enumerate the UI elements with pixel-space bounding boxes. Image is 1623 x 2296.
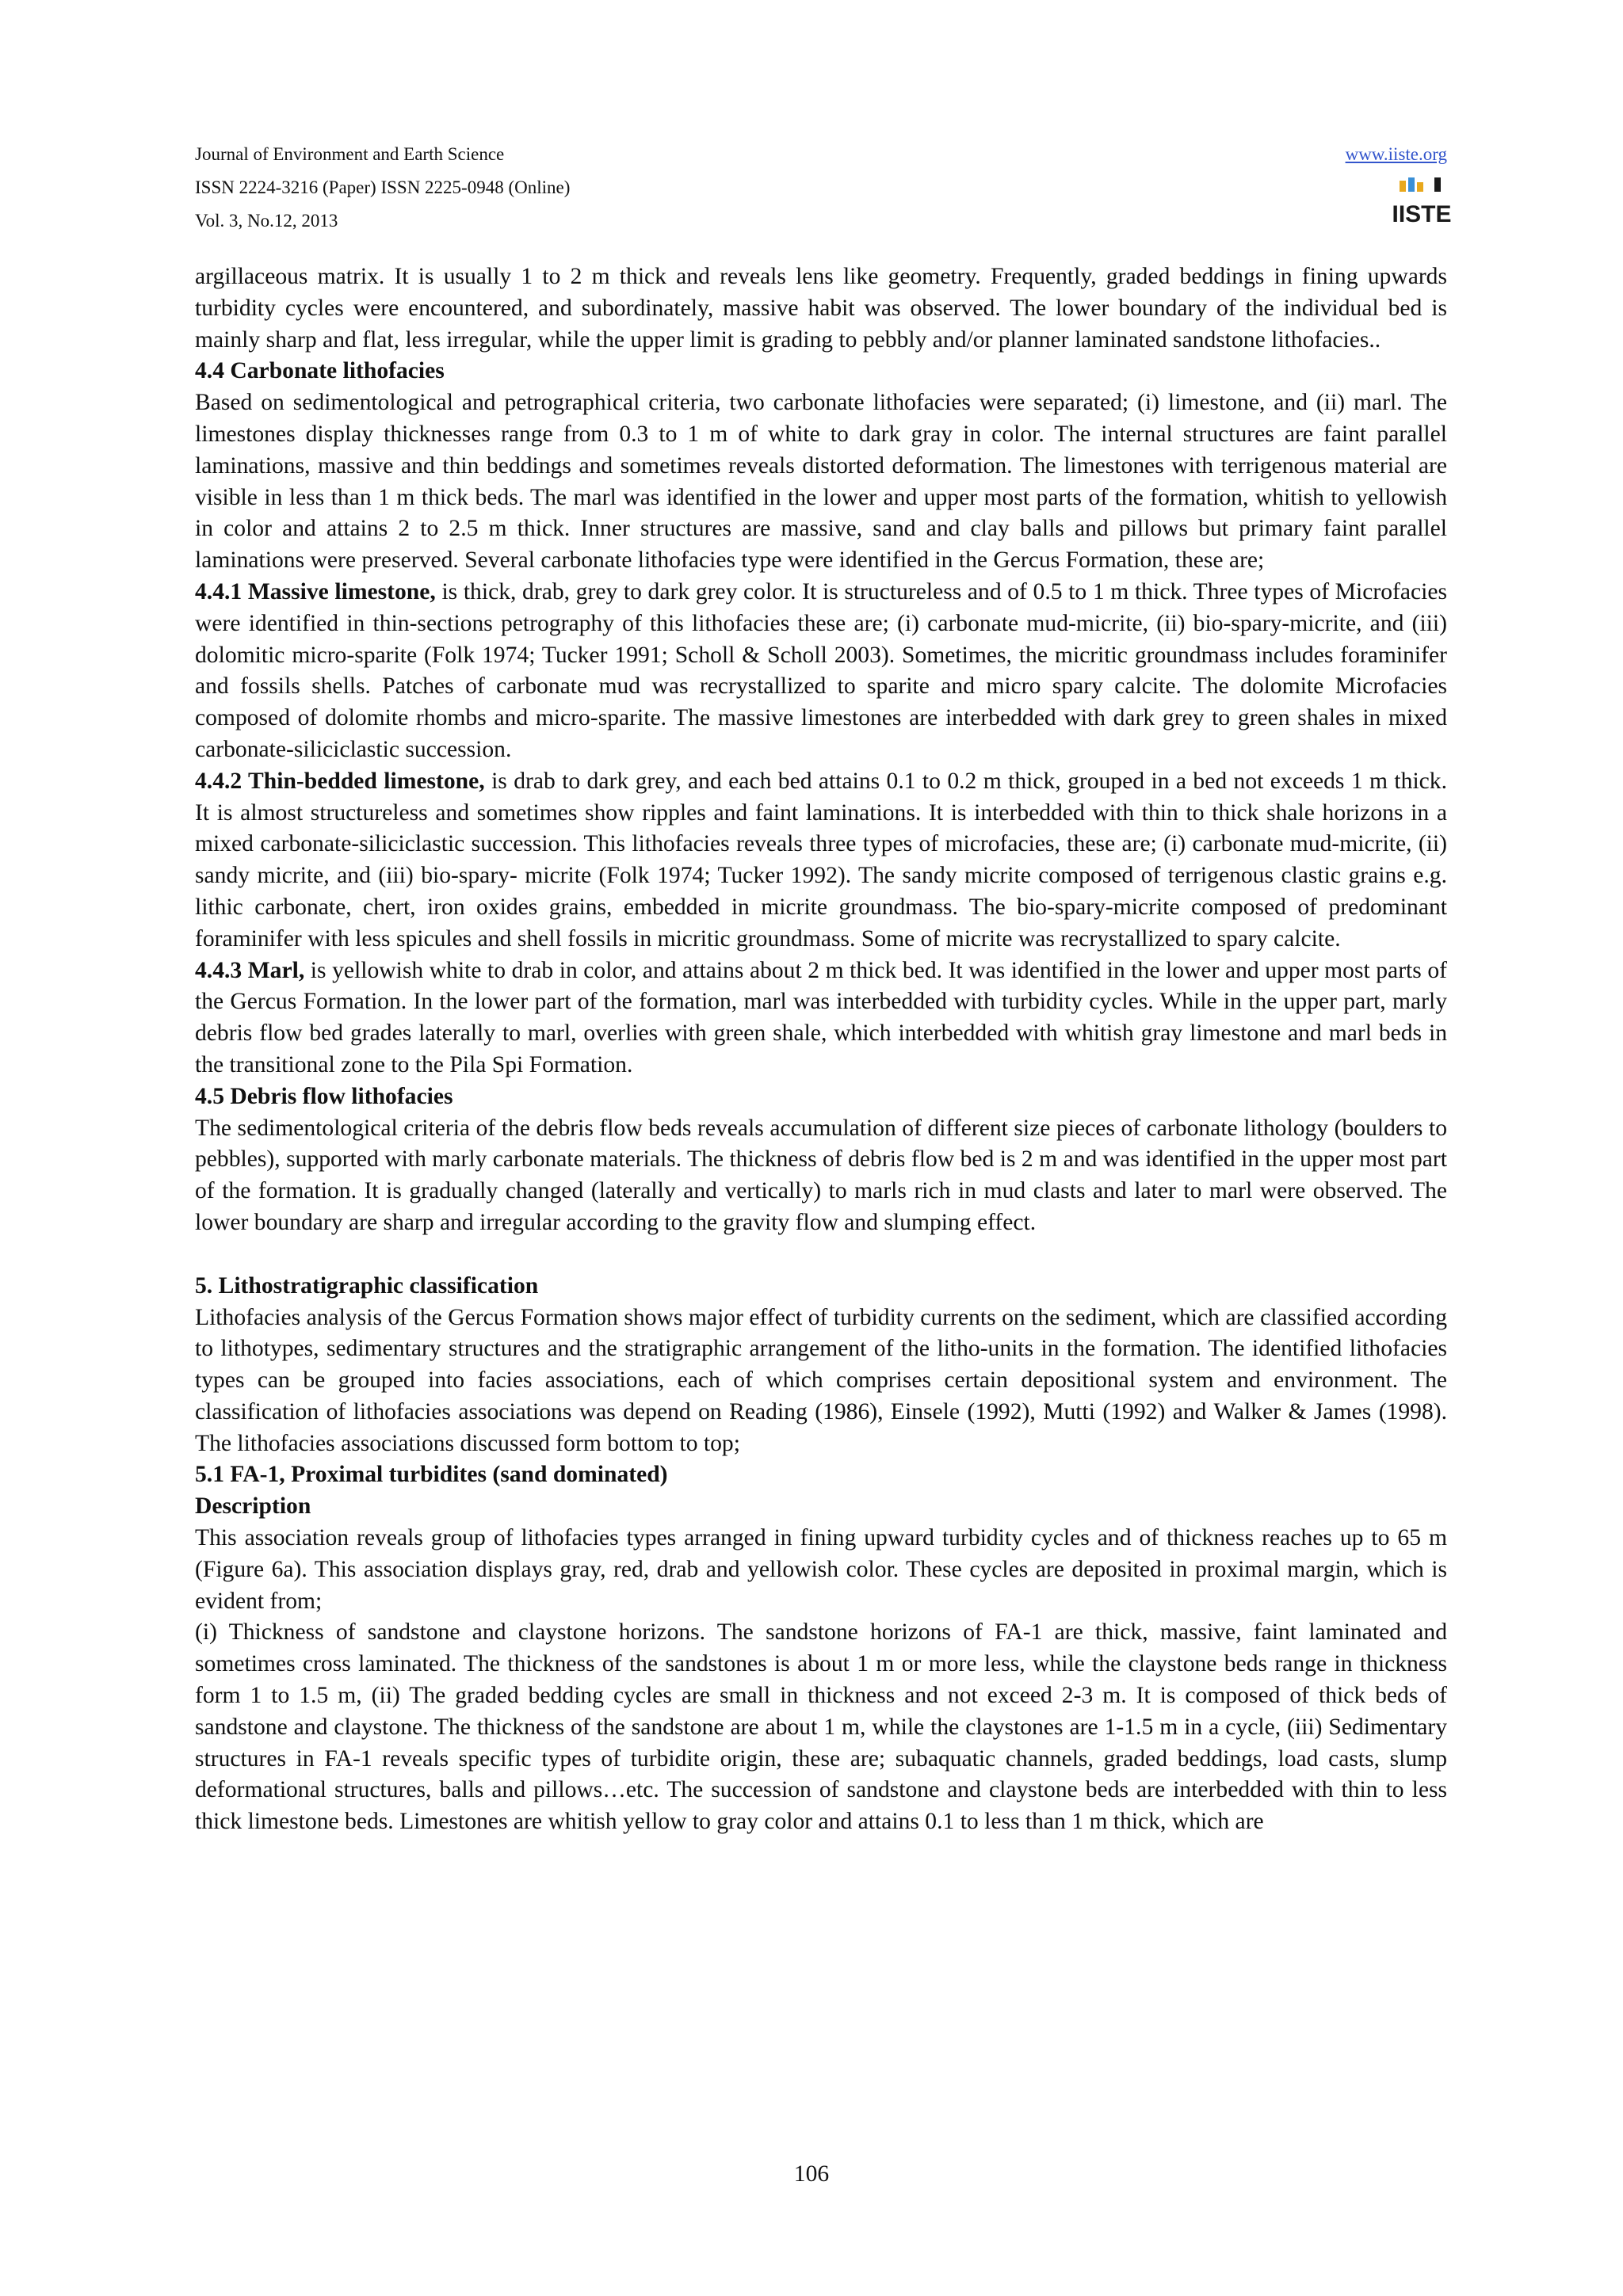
paragraph-4-4-3 (195, 955, 1447, 1081)
text-4-4-2: is drab to dark grey, and each bed attains 0.1 to 0.2 m thick, grouped in a bed not exceeds 1 m thick. It is almost structureless and sometimes show ripples and faint laminations. It is interbedded with thin to thick shale horizons in a mixed carbonate-siliciclastic succession. This lithofacies reveals three types of microfacies, these are; (i) carbonate mud-micrite, (ii) sandy micrite, and (iii) bio-spary- micrite (Folk 1974; Tucker 1992). The sandy micrite composed of terrigenous clastic grains e.g. lithic carbonate, chert, iron oxides grains, embedded in micrite groundmass. The bio-spary-micrite composed of predominant foraminifer with less spicules and shell fossils in micritic groundmass. Some of micrite was recrystallized to spary calcite. (195, 768, 1447, 952)
heading-5: 5. Lithostratigraphic classification (195, 1272, 539, 1299)
iiste-logo (1392, 176, 1452, 228)
volume-line: Vol. 3, No.12, 2013 (195, 211, 338, 231)
page-number: 106 (793, 2161, 830, 2187)
paragraph-4-4-2 (195, 766, 1447, 955)
article-body (195, 261, 1447, 1838)
paragraph-5: Lithofacies analysis of the Gercus Formation shows major effect of turbidity currents on the sediment, which are classified according to lithotypes, sedimentary structures and the stratigraphic arrangement of the litho-units in the formation. The identified lithofacies types can be grouped into facies associations, each of which comprises certain depositional system and environment. The classification of lithofacies associations was depend on Reading (1986), Einsele (1992), Mutti (1992) and Walker & James (1998). The lithofacies associations discussed form bottom to top; (195, 1304, 1447, 1456)
section-gap (195, 1239, 1447, 1271)
lead-4-4-2: 4.4.2 Thin-bedded limestone, (195, 768, 485, 794)
issn-line: ISSN 2224-3216 (Paper) ISSN 2225-0948 (Online) (195, 177, 571, 197)
paragraph-intro: argillaceous matrix. It is usually 1 to 2 m thick and reveals lens like geometry. Frequently, graded beddings in fining upwards turbidity cycles were encountered, and subordinately, massive habit was observed. The lower boundary of the individual bed is mainly sharp and flat, less irregular, while the upper limit is grading to pebbly and/or planner laminated sandstone lithofacies.. (195, 264, 1447, 353)
paragraph-4-4-1 (195, 577, 1447, 766)
website-link[interactable]: www.iiste.org (1345, 144, 1447, 164)
heading-description: Description (195, 1493, 311, 1520)
paragraph-description: This association reveals group of lithofacies types arranged in fining upward turbidity cycles and of thickness reaches up to 65 m (Figure 6a). This association displays gray, red, drab and yellowish color. These cycles are deposited in proximal margin, which is evident from; (195, 1525, 1447, 1614)
paragraph-4-5: The sedimentological criteria of the debris flow beds reveals accumulation of different size pieces of carbonate lithology (boulders to pebbles), supported with marly carbonate materials. The thickness of debris flow bed is 2 m and was identified in the upper most part of the formation. It is gradually changed (laterally and vertically) to marls rich in mud clasts and later to marl were observed. The lower boundary are sharp and irregular according to the gravity flow and slumping effect. (195, 1115, 1447, 1235)
text-4-4-3: is yellowish white to drab in color, and attains about 2 m thick bed. It was identified in the lower and upper most parts of the Gercus Formation. In the lower part of the formation, marl was interbedded with turbidity cycles. While in the upper part, marly debris flow bed grades laterally to marl, overlies with green shale, which interbedded with whitish gray limestone and marl beds in the transitional zone to the Pila Spi Formation. (195, 957, 1447, 1077)
text-4-4-1: is thick, drab, grey to dark grey color. It is structureless and of 0.5 to 1 m thick. Three types of Microfacies were identified in thin-sections petrography of this lithofacies these are; (i) carbonate mud-micrite, (ii) bio-spary-micrite, and (iii) dolomitic micro-sparite (Folk 1974; Tucker 1991; Scholl & Scholl 2003). Sometimes, the micritic groundmass includes foraminifer and fossils shells. Patches of carbonate mud was recrystallized to sparite and micro spary calcite. The dolomite Microfacies composed of dolomite rhombs and micro-sparite. The massive limestones are interbedded with dark grey to green shales in mixed carbonate-siliciclastic succession. (195, 578, 1448, 762)
logo-wordmark: IISTE (1392, 201, 1452, 227)
journal-title: Journal of Environment and Earth Science (195, 144, 505, 164)
lead-4-4-1: 4.4.1 Massive limestone, (195, 578, 436, 605)
paragraph-i: (i) Thickness of sandstone and claystone horizons. The sandstone horizons of FA-1 are thick, massive, faint laminated and sometimes cross laminated. The thickness of the sandstones is about 1 m or more less, while the claystone beds range in thickness form 1 to 1.5 m, (ii) The graded bedding cycles are small in thickness and not exceed 2-3 m. It is composed of thick beds of sandstone and claystone. The thickness of the sandstone are about 1 m, while the claystones are 1-1.5 m in a cycle, (iii) Sedimentary structures in FA-1 reveals specific types of turbidite origin, these are; subaquatic channels, graded beddings, load casts, slump deformational structures, balls and pillows…etc. The succession of sandstone and claystone beds are interbedded with thin to less thick limestone beds. Limestones are whitish yellow to gray color and attains 0.1 to less than 1 m thick, which are (195, 1619, 1447, 1835)
paragraph-4-4: Based on sedimentological and petrographical criteria, two carbonate lithofacies were separated; (i) limestone, and (ii) marl. The limestones display thicknesses range from 0.3 to 1 m of white to dark gray in color. The internal structures are faint parallel laminations, massive and thin beddings and sometimes reveals distorted deformation. The limestones with terrigenous material are visible in less than 1 m thick beds. The marl was identified in the lower and upper most parts of the formation, whitish to yellowish in color and attains 2 to 2.5 m thick. Inner structures are massive, sand and clay balls and pillows but primary faint parallel laminations were preserved. Several carbonate lithofacies type were identified in the Gercus Formation, these are; (195, 390, 1447, 574)
heading-4-5: 4.5 Debris flow lithofacies (195, 1083, 453, 1109)
heading-5-1: 5.1 FA-1, Proximal turbidites (sand dominated) (195, 1462, 668, 1488)
lead-4-4-3: 4.4.3 Marl, (195, 957, 305, 983)
heading-4-4: 4.4 Carbonate lithofacies (195, 358, 445, 384)
page-header (195, 138, 1452, 238)
